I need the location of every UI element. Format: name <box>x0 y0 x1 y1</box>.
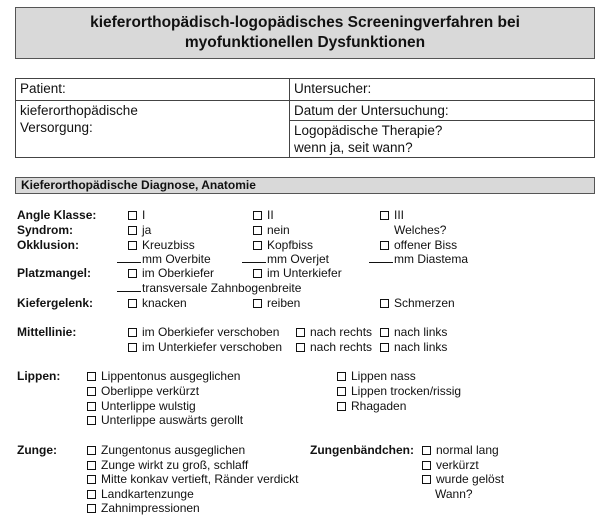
tongue-tone-option[interactable]: Zungentonus ausgeglichen <box>87 443 245 457</box>
checkbox[interactable] <box>380 343 389 352</box>
blank-line[interactable] <box>242 252 266 263</box>
syndrome-yes-option[interactable]: ja <box>128 223 151 237</box>
checkbox[interactable] <box>422 461 431 470</box>
angle-class-II-option[interactable]: II <box>253 208 274 222</box>
checkbox[interactable] <box>128 328 137 337</box>
checkbox[interactable] <box>87 490 96 499</box>
angle-class-I-option[interactable]: I <box>128 208 145 222</box>
blank-line[interactable] <box>117 252 141 263</box>
blank-line[interactable] <box>369 252 393 263</box>
checkbox[interactable] <box>87 387 96 396</box>
angle-class-label: Angle Klasse: <box>17 208 97 222</box>
teeth-impressions-option[interactable]: Zahnimpressionen <box>87 501 200 515</box>
occlusion-label: Okklusion: <box>17 238 80 252</box>
checkbox[interactable] <box>128 211 137 220</box>
checkbox[interactable] <box>380 241 389 250</box>
lower-right-option[interactable]: nach rechts <box>296 340 372 354</box>
frenulum-released-option[interactable]: wurde gelöst <box>422 472 504 486</box>
checkbox[interactable] <box>253 226 262 235</box>
checkbox[interactable] <box>337 402 346 411</box>
section-header: Kieferorthopädische Diagnose, Anatomie <box>15 177 595 194</box>
checkbox[interactable] <box>253 269 262 278</box>
blank-line[interactable] <box>117 281 141 292</box>
edge-bite-option[interactable]: Kopfbiss <box>253 238 313 252</box>
checkbox[interactable] <box>380 211 389 220</box>
checkbox[interactable] <box>128 241 137 250</box>
open-bite-option[interactable]: offener Biss <box>380 238 457 252</box>
tongue-concave-option[interactable]: Mitte konkav vertieft, Ränder verdickt <box>87 472 298 486</box>
patient-info-table <box>15 78 595 158</box>
crossbite-option[interactable]: Kreuzbiss <box>128 238 195 252</box>
grinding-option[interactable]: reiben <box>253 296 300 310</box>
overjet-field[interactable]: mm Overjet <box>242 252 329 266</box>
lips-dry-option[interactable]: Lippen trocken/rissig <box>337 384 461 398</box>
patient-field[interactable] <box>16 79 290 101</box>
frenulum-label: Zungenbändchen: <box>310 443 414 457</box>
syndrome-no-option[interactable]: nein <box>253 223 290 237</box>
frenulum-when-text: Wann? <box>435 487 473 501</box>
overbite-field[interactable]: mm Overbite <box>117 252 211 266</box>
lip-tone-option[interactable]: Lippentonus ausgeglichen <box>87 369 240 383</box>
examiner-label: Untersucher: <box>294 81 372 96</box>
form-title <box>15 7 595 59</box>
lips-wet-option[interactable]: Lippen nass <box>337 369 416 383</box>
lower-lip-bulging-option[interactable]: Unterlippe wulstig <box>87 399 196 413</box>
frenulum-short-option[interactable]: verkürzt <box>422 458 479 472</box>
checkbox[interactable] <box>128 226 137 235</box>
angle-class-III-option[interactable]: III <box>380 208 404 222</box>
pain-option[interactable]: Schmerzen <box>380 296 455 310</box>
patient-label: Patient: <box>20 81 66 96</box>
upper-right-option[interactable]: nach rechts <box>296 325 372 339</box>
examiner-field[interactable] <box>290 79 595 101</box>
lower-lip-everted-option[interactable]: Unterlippe auswärts gerollt <box>87 413 243 427</box>
lower-jaw-shifted-option[interactable]: im Unterkiefer verschoben <box>128 340 282 354</box>
checkbox[interactable] <box>296 328 305 337</box>
checkbox[interactable] <box>87 402 96 411</box>
upper-jaw-shifted-option[interactable]: im Oberkiefer verschoben <box>128 325 279 339</box>
speech-therapy-label-2: wenn ja, seit wann? <box>294 140 413 155</box>
title-line-1: kieferorthopädisch-logopädisches Screeningverfahren bei <box>90 14 520 31</box>
checkbox[interactable] <box>87 416 96 425</box>
orthodontic-care-label-1: kieferorthopädische <box>20 103 138 118</box>
checkbox[interactable] <box>422 446 431 455</box>
lower-jaw-option[interactable]: im Unterkiefer <box>253 266 342 280</box>
checkbox[interactable] <box>128 269 137 278</box>
lower-left-option[interactable]: nach links <box>380 340 447 354</box>
checkbox[interactable] <box>380 328 389 337</box>
checkbox[interactable] <box>87 475 96 484</box>
lips-label: Lippen: <box>17 369 61 383</box>
space-deficit-label: Platzmangel: <box>17 266 92 280</box>
diastema-field[interactable]: mm Diastema <box>369 252 468 266</box>
checkbox[interactable] <box>87 504 96 513</box>
checkbox[interactable] <box>337 372 346 381</box>
orthodontic-care-field[interactable] <box>16 101 290 158</box>
title-line-2: myofunktionellen Dysfunktionen <box>184 34 426 51</box>
clicking-option[interactable]: knacken <box>128 296 187 310</box>
checkbox[interactable] <box>337 387 346 396</box>
tongue-large-option[interactable]: Zunge wirkt zu groß, schlaff <box>87 458 248 472</box>
upper-lip-short-option[interactable]: Oberlippe verkürzt <box>87 384 199 398</box>
checkbox[interactable] <box>87 372 96 381</box>
checkbox[interactable] <box>253 299 262 308</box>
exam-date-label: Datum der Untersuchung: <box>294 103 449 118</box>
checkbox[interactable] <box>87 461 96 470</box>
frenulum-normal-option[interactable]: normal lang <box>422 443 499 457</box>
upper-left-option[interactable]: nach links <box>380 325 447 339</box>
checkbox[interactable] <box>296 343 305 352</box>
checkbox[interactable] <box>253 241 262 250</box>
rhagades-option[interactable]: Rhagaden <box>337 399 406 413</box>
checkbox[interactable] <box>87 446 96 455</box>
checkbox[interactable] <box>128 299 137 308</box>
midline-label: Mittellinie: <box>17 325 77 339</box>
syndrome-label: Syndrom: <box>17 223 74 237</box>
syndrome-which-text: Welches? <box>394 223 447 237</box>
speech-therapy-field[interactable] <box>290 121 595 158</box>
upper-jaw-option[interactable]: im Oberkiefer <box>128 266 214 280</box>
transverse-width-field[interactable]: transversale Zahnbogenbreite <box>117 281 301 295</box>
exam-date-field[interactable] <box>290 101 595 121</box>
jaw-joint-label: Kiefergelenk: <box>17 296 94 310</box>
checkbox[interactable] <box>253 211 262 220</box>
geographic-tongue-option[interactable]: Landkartenzunge <box>87 487 194 501</box>
checkbox[interactable] <box>380 299 389 308</box>
orthodontic-care-label-2: Versorgung: <box>20 120 93 135</box>
checkbox[interactable] <box>422 475 431 484</box>
checkbox[interactable] <box>128 343 137 352</box>
speech-therapy-label-1: Logopädische Therapie? <box>294 123 443 138</box>
tongue-label: Zunge: <box>17 443 57 457</box>
